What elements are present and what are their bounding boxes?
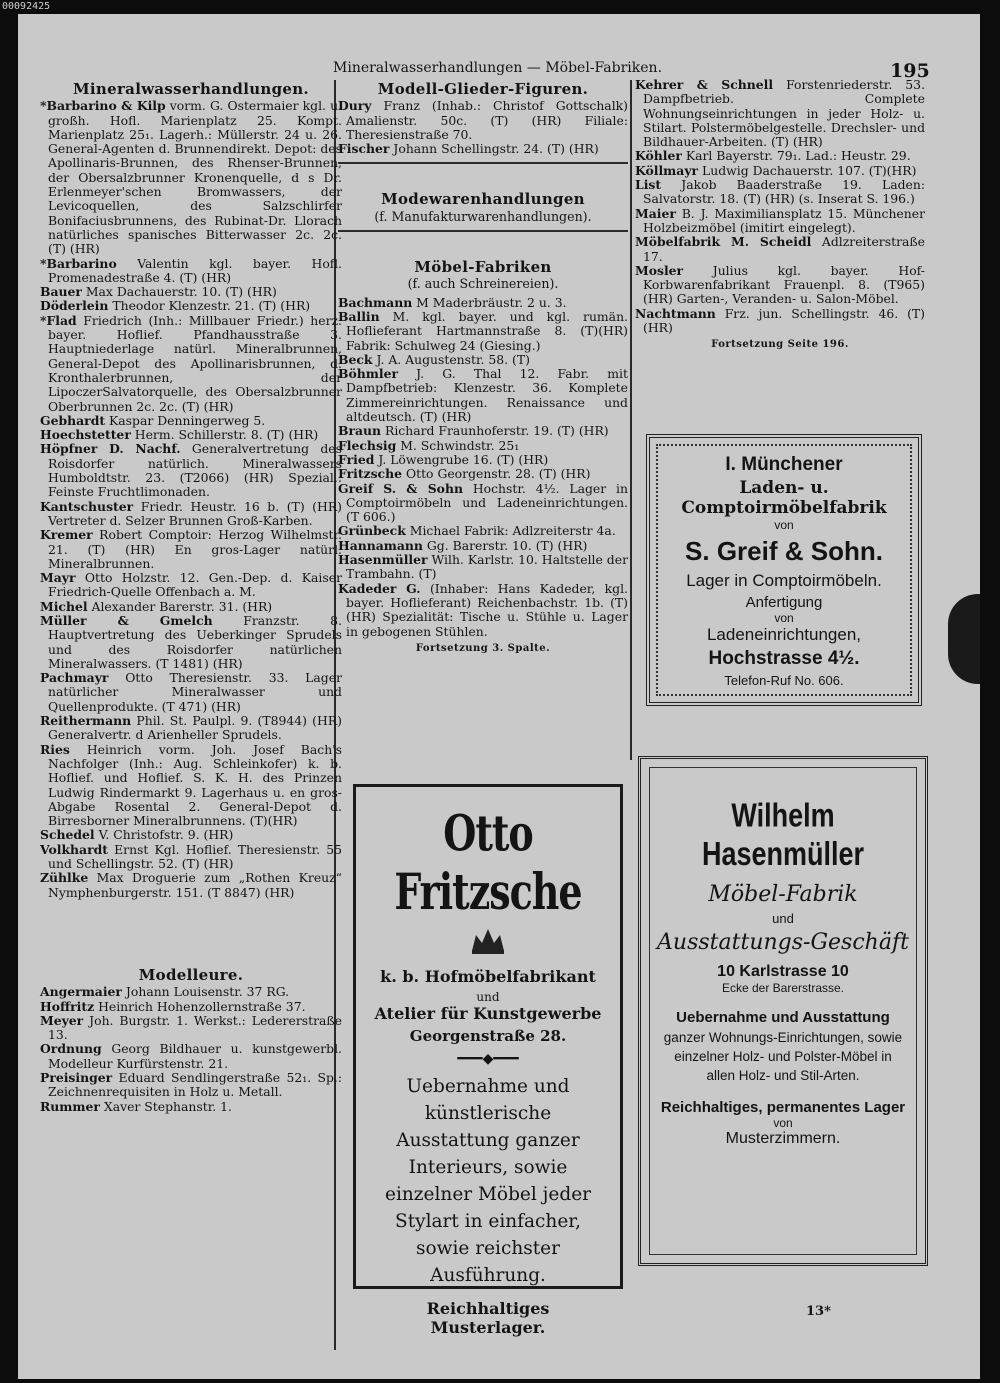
section-heading-moebel-fabriken: Möbel-Fabriken	[414, 258, 552, 277]
divider	[338, 162, 628, 164]
ad-line: Lager in Comptoirmöbeln.	[686, 571, 882, 590]
list-item: List Jakob Baaderstraße 19. Laden: Salvatorstr. 18. (T) (HR) (s. Inserat S. 196.)	[635, 177, 925, 207]
list-item: Maier B. J. Maximiliansplatz 15. Münchener Holzbeizmöbel (imitirt eingelegt).	[635, 205, 925, 235]
list-item: Ries Heinrich vorm. Joh. Josef Bach's Nachfolger (Inh.: Aug. Schleinkofer) k. b. Hoflief. und Hoflief. S. K. H. des Prinzen Ludwig Rindermarkt 9. Lagerhaus u. en gros-Abgabe Rosental 2. General-Depot d. Birresborner Mineralbrunnens. (T)(HR)	[40, 741, 342, 829]
ad-border	[656, 444, 912, 696]
list-item: Köllmayr Ludwig Dachauerstr. 107. (T)(HR)	[635, 162, 917, 178]
list-item: Ordnung Georg Bildhauer u. kunstgewerbl. Modelleur Kurfürstenstr. 21.	[40, 1041, 342, 1071]
list-item: *Barbarino Valentin kgl. bayer. Hofl. Promenadestraße 4. (T) (HR)	[40, 255, 342, 285]
divider	[338, 230, 628, 232]
list-item: Meyer Joh. Burgstr. 1. Werkst.: Ledererstraße 13.	[40, 1012, 342, 1043]
ad-line: von	[774, 611, 794, 625]
list-item: Angermaier Johann Louisenstr. 37 RG.	[40, 984, 290, 1000]
page-header: Mineralwasserhandlungen — Möbel-Fabriken.	[333, 60, 663, 76]
ad-line: Laden- u. Comptoirmöbelfabrik	[681, 478, 887, 518]
list-item: Hannamann Gg. Barerstr. 10. (T) (HR)	[338, 537, 588, 553]
cross-reference: (f. auch Schreinereien).	[407, 276, 559, 292]
list-item: Bauer Max Dachauerstr. 10. (T) (HR)	[40, 284, 277, 300]
ad-line: Reichhaltiges Musterlager.	[426, 1299, 550, 1337]
list-item: Döderlein Theodor Klenzestr. 21. (T) (HR)	[40, 298, 311, 314]
list-item: Flechsig M. Schwindstr. 25₁	[338, 437, 520, 453]
list-item: Fried J. Löwengrube 16. (T) (HR)	[338, 451, 549, 467]
list-item: Beck J. A. Augustenstr. 58. (T)	[338, 351, 530, 367]
list-item: Greif S. & Sohn Hochstr. 4½. Lager in Comptoirmöbeln und Ladeneinrichtungen. (T 606.)	[338, 480, 628, 525]
list-item: Köhler Karl Bayerstr. 79₁. Lad.: Heustr. 29.	[635, 148, 911, 164]
directory-page	[18, 14, 980, 1379]
ad-line: Musterzimmern.	[725, 1130, 841, 1147]
list-item: Mosler Julius kgl. bayer. Hof-Korbwarenfabrikant Frauenpl. 8. (T965) (HR) Garten-, Veranden- u. Salon-Möbel.	[635, 262, 925, 307]
list-item: Reithermann Phil. St. Paulpl. 9. (T8944) (HR) Generalvertr. d Arienheller Sprudels.	[40, 713, 342, 743]
list-item: Möbelfabrik M. Scheidl Adlzreiterstraße 17.	[635, 234, 925, 264]
clip-shape	[948, 594, 980, 684]
ad-body: Uebernahme und künstlerische Ausstattung ganzer Interieurs, sowie einzelner Möbel jeder Stylart in einfacher, sowie reichster Ausführung.	[385, 1076, 591, 1286]
list-item: Kadeder G. (Inhaber: Hans Kadeder, kgl. bayer. Hoflieferant) Reichenbachstr. 1b. (T) (HR) Spezialität: Tische u. Stühle u. Lager in gebogenen Stühlen.	[338, 580, 628, 639]
list-item: Grünbeck Michael Fabrik: Adlzreiterstr 4a.	[338, 523, 616, 539]
ad-company-name: S. Greif & Sohn.	[685, 536, 883, 566]
ad-line: von	[773, 1116, 793, 1130]
list-item: *Barbarino & Kilp vorm. G. Ostermaier kgl. u. großh. Hofl. Marienplatz 25. Kompt. Marienplatz 25₁. Lagerh.: Müllerstr. 24 u. 26. General-Agenten d. Brunnendirekt. Depot: des Apollinaris-Brunnen, des Rhenser-Brunnen, der Obersalzbrunner Kronenquelle, d s Dr. Erlenmeyer'schen Bromwassers, der Levicoquellen, des Salzschlirfer Bonifaciusbrunnens, des Rubinat-Dr. Llorach natürliches spanisches Bitterwasser 2c. 2c. (T) (HR)	[40, 98, 342, 257]
advertisement-greif	[646, 434, 922, 706]
ad-phone: Telefon-Ruf No. 606.	[724, 673, 844, 688]
list-item: Gebhardt Kaspar Denningerweg 5.	[40, 412, 266, 428]
page-number: 195	[890, 60, 930, 82]
list-item: Dury Franz (Inhab.: Christof Gottschalk) Amalienstr. 50c. (T) (HR) Filiale: Theresienstraße 70.	[338, 98, 628, 142]
list-item: Bachmann M Maderbräustr. 2 u. 3.	[338, 294, 567, 310]
ad-body: ganzer Wohnungs-Einrichtungen, sowie einzelner Holz- und Polster-Möbel in allen Holz- und Stil-Arten.	[663, 1030, 903, 1083]
section-heading-mineralwasser: Mineralwasserhandlungen.	[73, 80, 309, 98]
column-mineralwasser	[40, 78, 342, 1114]
ad-border	[649, 767, 917, 1255]
list-item: Braun Richard Fraunhoferstr. 19. (T) (HR)	[338, 423, 609, 439]
ad-line: Uebernahme und Ausstattung	[676, 1009, 890, 1026]
ad-company-name: Otto Fritzsche	[394, 803, 582, 921]
cross-reference: (f. Manufakturwarenhandlungen).	[374, 208, 592, 224]
section-heading-modelleure: Modelleure.	[138, 965, 244, 984]
section-heading-modewaren: Modewarenhandlungen	[381, 190, 585, 209]
list-item: Rummer Xaver Stephanstr. 1.	[40, 1098, 232, 1114]
crown-icon	[468, 925, 508, 959]
ad-line: Ladeneinrichtungen,	[706, 625, 862, 644]
list-item: Ballin M. kgl. bayer. und kgl. rumän. Hoflieferant Hartmannstraße 8. (T)(HR) Fabrik: Schulweg 24 (Giesing.)	[338, 308, 628, 353]
list-item: Müller & Gmelch Franzstr. 8. Hauptvertretung des Ueberkinger Sprudels und des Roisdorfer natürlichen Mineralwassers. (T 1481) (HR)	[40, 612, 342, 671]
ad-line: Möbel-Fabrik	[708, 882, 858, 907]
list-item: *Flad Friedrich (Inh.: Millbauer Friedr.) herz. bayer. Hoflief. Pfandhausstraße 3. Hauptniederlage natürl. Mineralbrunnen, General-Depot des Apollinarisbrunnen, d. Kronthalerbrunnen, der LipoczerSalvatorquelle, des Obersalzbrunner Oberbrunnen 2c. 2c. (T) (HR)	[40, 312, 342, 414]
ad-address: Georgenstraße 28.	[409, 1027, 567, 1045]
list-item: Kantschuster Friedr. Heustr. 16 b. (T) (HR) Vertreter d. Selzer Brunnen Groß-Karben.	[40, 498, 342, 528]
list-item: Kehrer & Schnell Forstenriederstr. 53. Dampfbetrieb. Complete Wohnungseinrichtungen in jeder Holz- u. Stilart. Polstermöbelgestelle. Drechsler- und Bildhauer-Arbeiten. (T) (HR)	[635, 77, 926, 150]
list-item: Hasenmüller Wilh. Karlstr. 10. Haltstelle der Trambahn. (T)	[338, 552, 628, 582]
ad-line: I. Münchener	[725, 454, 843, 475]
ad-line: Ausstattungs-Geschäft	[657, 930, 909, 955]
ad-line: von	[774, 518, 794, 532]
list-item: Höpfner D. Nachf. Generalvertretung des Roisdorfer natürlich. Mineralwassers Humboldtstr. 23. (T2066) (HR) Spezial.: Feinste Fruchtlimonaden.	[40, 441, 342, 500]
column-moebel-cont	[635, 78, 925, 353]
column-moebel	[338, 78, 628, 656]
ornament-icon: ━━━◆━━━	[457, 1051, 519, 1067]
list-item: Michel Alexander Barerstr. 31. (HR)	[40, 598, 273, 614]
advertisement-fritzsche	[353, 784, 623, 1337]
ad-line: Atelier für Kunstgewerbe	[374, 1004, 602, 1023]
list-item: Fischer Johann Schellingstr. 24. (T) (HR)	[338, 141, 599, 157]
list-item: Pachmayr Otto Theresienstr. 33. Lager natürlicher Mineralwasser und Quellenprodukte. (T 471) (HR)	[40, 670, 342, 714]
column-divider-2	[630, 80, 632, 760]
entry-list	[40, 99, 342, 900]
list-item: Hoechstetter Herm. Schillerstr. 8. (T) (HR)	[40, 427, 319, 443]
ad-company-name: Wilhelm Hasenmüller	[701, 796, 865, 873]
list-item: Nachtmann Frz. jun. Schellingstr. 46. (T) (HR)	[635, 305, 925, 336]
ad-line: k. b. Hofmöbelfabrikant	[380, 967, 596, 986]
ad-address: 10 Karlstrasse 10	[717, 963, 849, 980]
list-item: Schedel V. Christofstr. 9. (HR)	[40, 827, 234, 843]
list-item: Fritzsche Otto Georgenstr. 28. (T) (HR)	[338, 466, 591, 482]
ad-line: Anfertigung	[745, 594, 823, 611]
continuation-note: Fortsetzung Seite 196.	[711, 339, 849, 351]
continuation-note: Fortsetzung 3. Spalte.	[415, 642, 551, 654]
list-item: Preisinger Eduard Sendlingerstraße 52₁. Sp.: Zeichnenrequisiten in Holz u. Metall.	[40, 1070, 342, 1100]
list-item: Hoffritz Heinrich Hohenzollernstraße 37.	[40, 998, 306, 1014]
list-item: Böhmler J. G. Thal 12. Fabr. mit Dampfbetrieb: Klenzestr. 36. Komplete Zimmereinrichtungen. Renaissance und altdeutsch. (T) (HR)	[338, 366, 628, 425]
ad-line: Reichhaltiges, permanentes Lager	[660, 1099, 906, 1116]
ad-line: und	[476, 990, 500, 1004]
signature-mark: 13*	[806, 1304, 831, 1319]
list-item: Kremer Robert Comptoir: Herzog Wilhelmstr. 21. (T) (HR) En gros-Lager natürl. Mineralbrunnen.	[40, 527, 342, 571]
advertisement-hasenmueller	[638, 756, 928, 1266]
ad-address: Hochstrasse 4½.	[708, 648, 860, 669]
list-item: Mayr Otto Holzstr. 12. Gen.-Dep. d. Kaiser Friedrich-Quelle Offenbach a. M.	[40, 570, 342, 600]
list-item: Volkhardt Ernst Kgl. Hoflief. Theresienstr. 55 und Schellingstr. 52. (T) (HR)	[40, 841, 342, 872]
list-item: Zühlke Max Droguerie zum „Rothen Kreuz“ Nymphenburgerstr. 151. (T 8847) (HR)	[40, 870, 342, 900]
entry-list	[40, 985, 342, 1114]
section-heading-modell-glieder: Modell-Glieder-Figuren.	[377, 80, 589, 98]
ad-line: und	[772, 911, 794, 926]
scan-id: 00092425	[2, 1, 51, 12]
ad-line: Ecke der Barerstrasse.	[721, 981, 845, 995]
